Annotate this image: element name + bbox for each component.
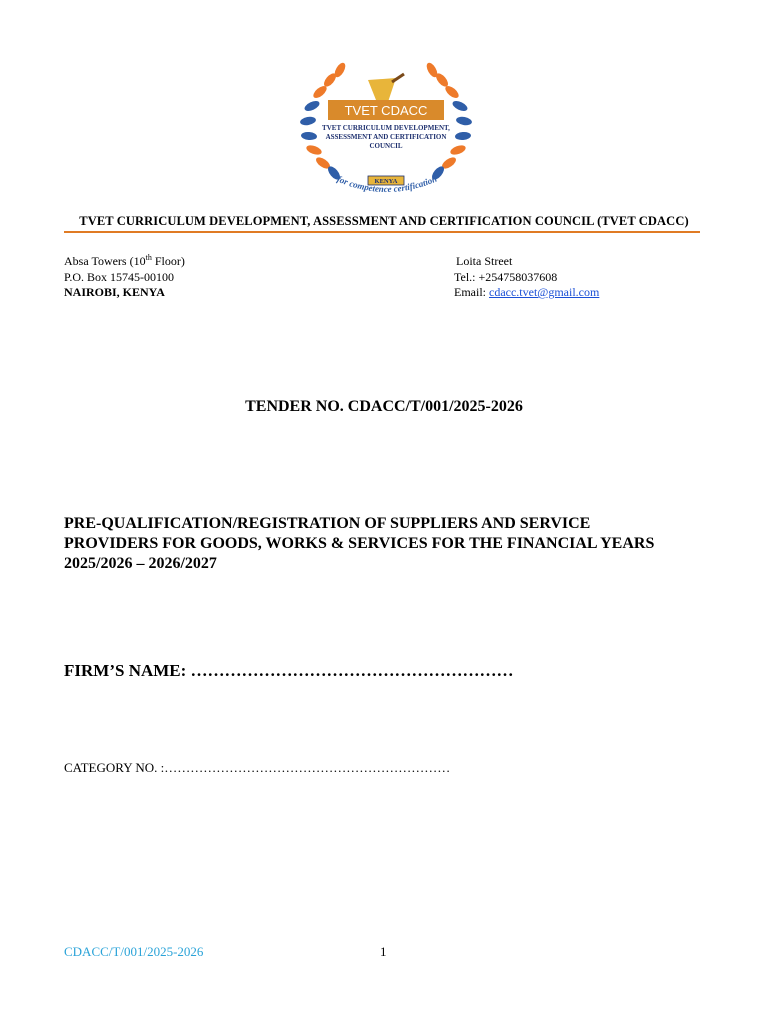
wreath-right <box>425 61 473 182</box>
footer-reference: CDACC/T/001/2025-2026 <box>64 944 204 959</box>
svg-text:COUNCIL: COUNCIL <box>369 142 403 150</box>
council-title: TVET CURRICULUM DEVELOPMENT, ASSESSMENT AND CERTIFICATION COUNCIL (TVET CDACC) <box>79 214 689 228</box>
address-po-box: P.O. Box 15745-00100 <box>64 269 175 284</box>
category-number-field: CATEGORY NO. :………………………………………………………… <box>64 760 451 775</box>
email-link[interactable]: cdacc.tvet@gmail.com <box>489 285 600 299</box>
address-street: Loita Street <box>456 254 513 268</box>
address-city: NAIROBI, KENYA <box>64 285 165 299</box>
page-number: 1 <box>380 944 387 959</box>
svg-text:TVET CURRICULUM DEVELOPMENT,: TVET CURRICULUM DEVELOPMENT, <box>322 124 450 132</box>
firm-name-field: FIRM’S NAME: ………………………………………………… <box>64 661 514 680</box>
svg-text:ASSESSMENT AND CERTIFICATION: ASSESSMENT AND CERTIFICATION <box>325 133 447 141</box>
contact-email-line: Email: cdacc.tvet@gmail.com <box>454 285 600 299</box>
address-left <box>64 254 185 301</box>
title-underline <box>64 231 700 233</box>
contact-telephone: Tel.: +254758037608 <box>454 269 558 284</box>
tvet-cdacc-logo <box>296 58 476 208</box>
address-building: Absa Towers (10th Floor) <box>64 253 185 268</box>
wreath-left <box>299 61 347 182</box>
address-right <box>454 254 599 301</box>
document-title: PRE-QUALIFICATION/REGISTRATION OF SUPPLIERS AND SERVICE PROVIDERS FOR GOODS, WORKS & SERVICES FOR THE FINANCIAL YEARS 2025/2026 – 2026/2027 <box>64 515 655 572</box>
logo-tagline: for competence certification <box>335 173 439 195</box>
kenya-badge-text: KENYA <box>374 178 398 185</box>
logo-banner-text: TVET CDACC <box>344 103 428 118</box>
tender-number: TENDER NO. CDACC/T/001/2025-2026 <box>245 398 523 415</box>
